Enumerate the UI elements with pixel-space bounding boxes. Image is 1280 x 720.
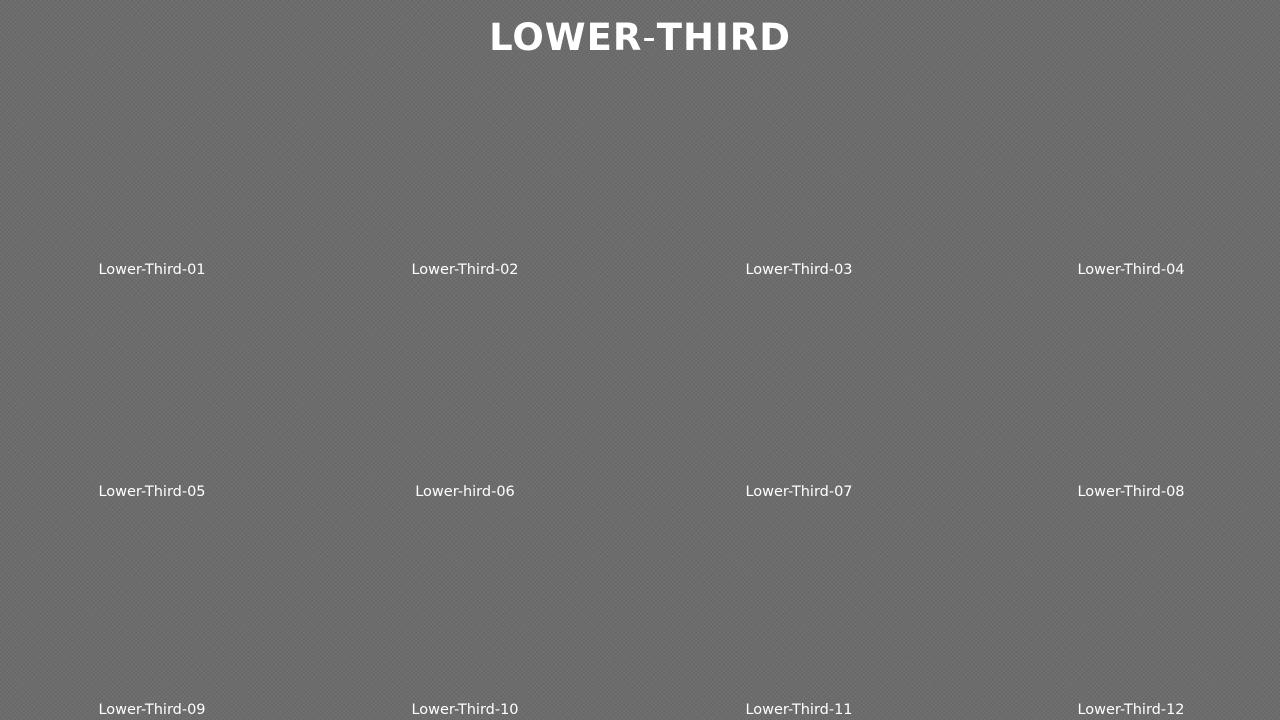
tile-label: Lower-Third-11 bbox=[745, 702, 853, 718]
lower-third-tile-01[interactable] bbox=[32, 258, 272, 282]
lower-third-tile-11[interactable] bbox=[679, 698, 919, 720]
tile-label: Lower-Third-04 bbox=[1077, 262, 1185, 278]
lower-third-tile-09[interactable] bbox=[32, 698, 272, 720]
tile-label: Lower-Third-01 bbox=[98, 262, 206, 278]
lower-third-tile-12[interactable] bbox=[1011, 698, 1251, 720]
lower-third-tile-05[interactable] bbox=[32, 480, 272, 504]
lower-third-tile-07[interactable] bbox=[679, 480, 919, 504]
page-title-dash: - bbox=[642, 16, 657, 59]
tile-label: Lower-Third-12 bbox=[1077, 702, 1185, 718]
tile-label: Lower-Third-09 bbox=[98, 702, 206, 718]
tile-label: Lower-Third-03 bbox=[745, 262, 853, 278]
tile-label: Lower-Third-05 bbox=[98, 484, 206, 500]
tile-label: Lower-hird-06 bbox=[415, 484, 515, 500]
page-title-part1: LOWER bbox=[489, 16, 643, 59]
tile-label: Lower-Third-08 bbox=[1077, 484, 1185, 500]
lower-third-tile-10[interactable] bbox=[345, 698, 585, 720]
tile-label: Lower-Third-07 bbox=[745, 484, 853, 500]
lower-third-tile-06[interactable] bbox=[345, 480, 585, 504]
lower-third-tile-02[interactable] bbox=[345, 258, 585, 282]
lower-third-tile-03[interactable] bbox=[679, 258, 919, 282]
tile-label: Lower-Third-02 bbox=[411, 262, 519, 278]
tile-label: Lower-Third-10 bbox=[411, 702, 519, 718]
lower-third-tile-08[interactable] bbox=[1011, 480, 1251, 504]
page-title-part2: THIRD bbox=[656, 16, 791, 59]
lower-third-tile-04[interactable] bbox=[1011, 258, 1251, 282]
